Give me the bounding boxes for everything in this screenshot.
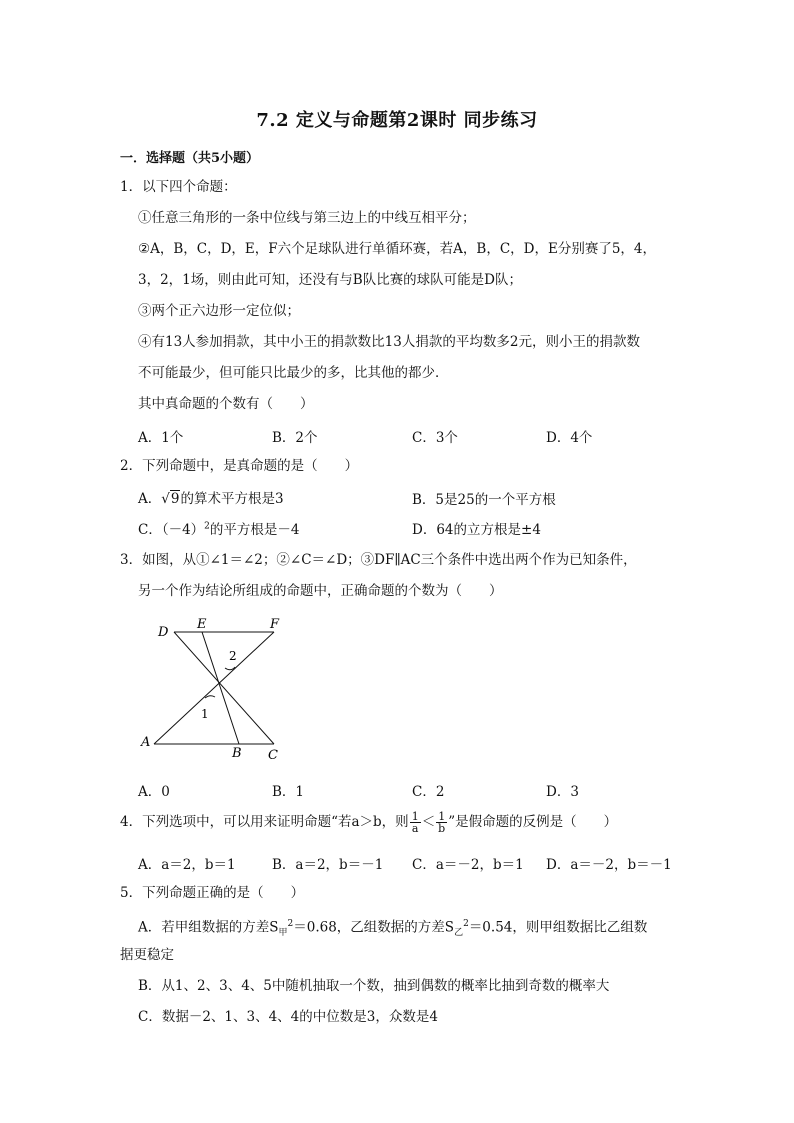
q5-stem: 5．下列命题正确的是（ ）	[120, 885, 305, 901]
q2-option-a-text: 的算术平方根是3	[180, 491, 284, 507]
q4-option-a: A．a＝2，b＝1	[138, 857, 236, 873]
q5-option-a-line-2: 据更稳定	[120, 947, 174, 963]
subscript-yi: 乙	[454, 928, 464, 939]
segment-af	[154, 632, 274, 744]
q1-statement-2a: ②A，B，C，D，E，F六个足球队进行单循环赛，若A，B，C，D，E分别赛了5，4，	[138, 241, 657, 257]
section-heading: 一．选择题（共5小题）	[120, 151, 260, 166]
q1-stem: 1．以下四个命题：	[120, 179, 237, 195]
q1-option-c: C．3个	[412, 430, 458, 446]
fraction-denominator: a	[411, 822, 419, 835]
radicand: 9	[170, 491, 180, 507]
q4-option-d: D．a＝－2，b＝－1	[546, 857, 672, 873]
fraction-numerator: 1	[411, 810, 419, 823]
q5-a-part-3: ＝0.54，则甲组数据比乙组数	[468, 919, 648, 936]
label-angle-2: 2	[229, 649, 237, 663]
q5-option-a-line-1	[138, 915, 647, 942]
q2-option-c	[138, 518, 300, 538]
q3-option-b: B．1	[272, 784, 305, 800]
label-b: B	[232, 746, 242, 761]
q3-option-a: A．0	[138, 784, 170, 800]
q2-option-a-prefix: A．	[138, 491, 162, 507]
label-c: C	[268, 748, 278, 763]
q4-stem-suffix: ”是假命题的反例是（ ）	[448, 814, 618, 830]
q1-statement-2b: 3，2，1场，则由此可知，还没有与B队比赛的球队可能是D队；	[138, 272, 523, 288]
q4-stem	[120, 808, 617, 836]
q1-statement-1: ①任意三角形的一条中位线与第三边上的中线互相平分；	[138, 210, 476, 226]
label-angle-1: 1	[201, 707, 209, 721]
fraction-denominator: b	[438, 822, 446, 835]
segment-dc	[174, 632, 274, 744]
q5-option-b: B．从1、2、3、4、5中随机抽取一个数，抽到偶数的概率比抽到奇数的概率大	[138, 978, 610, 994]
q4-option-b: B．a＝2，b＝－1	[272, 857, 384, 873]
superscript-2: 2	[463, 919, 469, 929]
less-than-sign: ＜	[421, 814, 436, 830]
q1-statement-3: ③两个正六边形一定位似；	[138, 303, 300, 319]
geometry-figure	[135, 612, 295, 764]
q1-option-d: D．4个	[546, 430, 593, 446]
square-root-sign: √9	[161, 491, 180, 507]
exponent: 2	[204, 521, 210, 532]
label-f: F	[270, 617, 280, 632]
q3-option-c: C．2	[412, 784, 445, 800]
q2-option-b: B．5是25的一个平方根	[412, 492, 556, 508]
q2-stem: 2．下列命题中，是真命题的是（ ）	[120, 458, 359, 474]
fraction-1-over-b	[436, 811, 447, 834]
q2-option-a	[138, 487, 284, 507]
q3-option-d: D．3	[546, 784, 579, 800]
fraction-numerator: 1	[438, 810, 446, 823]
q3-stem-line-1: 3．如图，从①∠1＝∠2；②∠C＝∠D；③DF∥AC三个条件中选出两个作为已知条件，	[120, 552, 637, 568]
label-d: D	[158, 625, 169, 640]
q2-option-d: D．64的立方根是±4	[412, 522, 541, 538]
fraction-1-over-a	[410, 811, 421, 834]
q1-statement-4a: ④有13人参加捐款，其中小王的捐款数比13人捐款的平均数多2元，则小王的捐款数	[138, 334, 640, 350]
q4-option-c: C．a＝－2，b＝1	[412, 857, 524, 873]
q1-option-a: A．1个	[138, 430, 184, 446]
q5-a-part-2: ＝0.68，乙组数据的方差S	[293, 919, 455, 936]
q5-option-c: C．数据－2、1、3、4、4的中位数是3，众数是4	[138, 1009, 438, 1025]
label-e: E	[197, 617, 207, 632]
page-title: 7.2 定义与命题第2课时 同步练习	[256, 110, 538, 131]
angle-1-arc	[205, 696, 215, 698]
q2-option-c-prefix: C．（－4）	[138, 522, 205, 538]
label-a: A	[141, 735, 151, 750]
q1-option-b: B．2个	[272, 430, 318, 446]
q5-a-part-1: A．若甲组数据的方差S	[138, 919, 279, 936]
q1-statement-4b: 不可能最少，但可能只比最少的多，比其他的都少．	[138, 365, 449, 381]
q2-option-c-text: 的平方根是－4	[209, 522, 300, 538]
q1-question: 其中真命题的个数有（ ）	[138, 396, 314, 412]
q4-stem-prefix: 4．下列选项中，可以用来证明命题“若a＞b，则	[120, 814, 409, 830]
subscript-jia: 甲	[278, 928, 288, 939]
q3-stem-line-2: 另一个作为结论所组成的命题中，正确命题的个数为（ ）	[138, 583, 503, 599]
superscript-2: 2	[287, 919, 294, 929]
